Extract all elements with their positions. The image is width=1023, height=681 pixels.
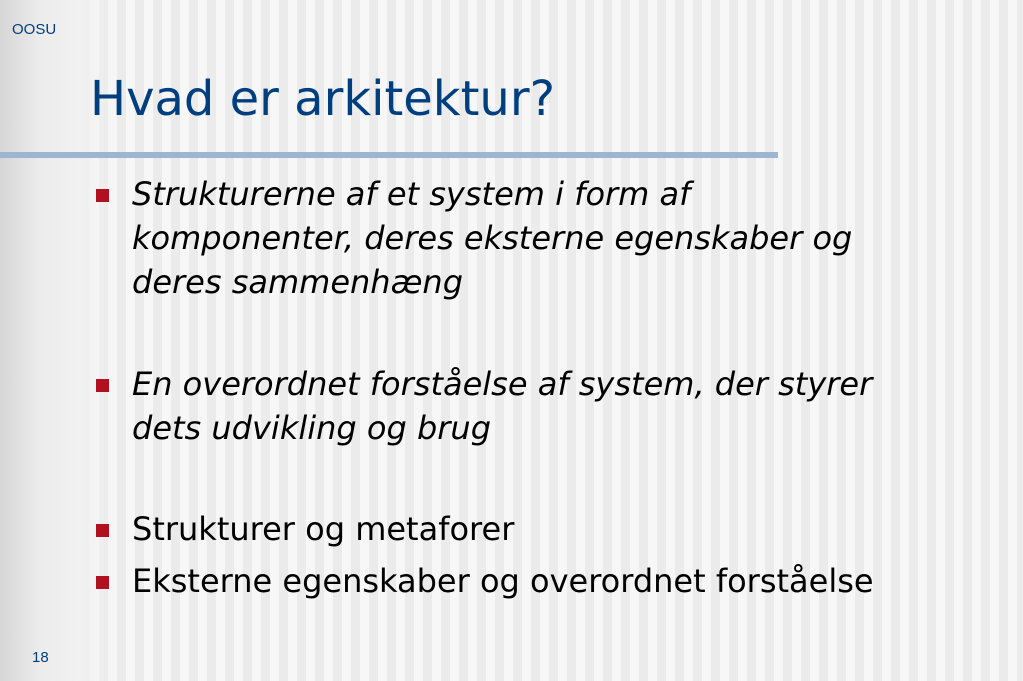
bullet-text-line: Eksterne egenskaber og overordnet forståelse xyxy=(132,562,874,600)
bullet-text-line: deres sammenhæng xyxy=(132,263,463,301)
square-bullet-icon xyxy=(96,524,109,537)
square-bullet-icon xyxy=(96,379,109,392)
bullet-item xyxy=(96,172,996,304)
square-bullet-icon xyxy=(96,576,109,589)
org-label: OOSU xyxy=(12,21,57,38)
bullet-text-line: Strukturer og metaforer xyxy=(132,510,515,548)
page-number: 18 xyxy=(32,649,49,666)
square-bullet-icon xyxy=(96,189,109,202)
bullet-text-line: komponenter, deres eksterne egenskaber og xyxy=(132,219,853,257)
bullet-item xyxy=(96,559,996,603)
bullet-item xyxy=(96,507,996,551)
bullet-text-line: En overordnet forståelse af system, der styrer xyxy=(132,365,873,403)
title-divider xyxy=(0,152,778,158)
bullet-item xyxy=(96,362,996,450)
bullet-text-line: Strukturerne af et system i form af xyxy=(132,175,691,213)
slide-title: Hvad er arkitektur? xyxy=(90,71,556,127)
bullet-text-line: dets udvikling og brug xyxy=(132,409,492,447)
